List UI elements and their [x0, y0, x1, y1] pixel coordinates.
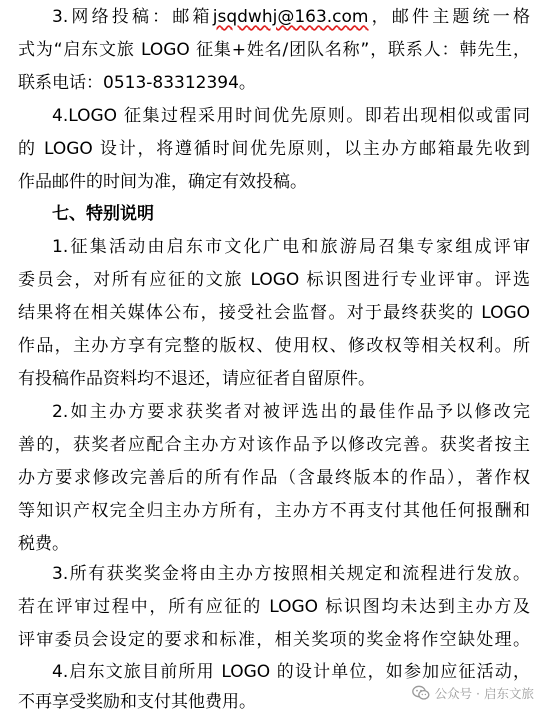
paragraph-line: 作品邮件的时间为准，确定有效投稿。: [18, 172, 307, 192]
line-text: ，邮件主题统一格: [368, 7, 530, 27]
paragraph-line: 办方要求修改完善后的所有作品（含最终版本的作品），著作权: [18, 468, 530, 488]
email-address: jsqdwhj@163.com: [212, 7, 369, 27]
paragraph-line: 式为“启东文旅 LOGO 征集+姓名/团队名称”，联系人：韩先生，: [18, 40, 530, 60]
paragraph-line: 3.所有获奖奖金将由主办方按照相关规定和流程进行发放。: [52, 564, 530, 584]
paragraph-line: 的 LOGO 设计，将遵循时间优先原则，以主办方邮箱最先收到: [18, 139, 530, 159]
paragraph-line: 委员会，对所有应征的文旅 LOGO 标识图进行专业评审。评选: [18, 270, 530, 290]
paragraph-line: 结果将在相关媒体公布，接受社会监督。对于最终获奖的 LOGO: [18, 303, 530, 323]
watermark-text: 公众号 · 启东文旅: [434, 686, 534, 701]
paragraph-line: 等知识产权完全归主办方所有，主办方不再支付其他任何报酬和: [18, 501, 530, 521]
paragraph-line: 若在评审过程中，所有应征的 LOGO 标识图均未达到主办方及: [18, 597, 530, 617]
paragraph-line: 评审委员会设定的要求和标准，相关奖项的奖金将作空缺处理。: [18, 630, 530, 650]
line-text: 3.网络投稿：邮箱: [52, 7, 213, 27]
paragraph-line: 不再享受奖励和支付其他费用。: [18, 692, 256, 712]
paragraph-line: 作品，主办方享有完整的版权、使用权、修改权等相关权利。所: [18, 336, 530, 356]
watermark: [412, 682, 534, 704]
paragraph-line: 1.征集活动由启东市文化广电和旅游局召集专家组成评审: [52, 237, 530, 257]
paragraph-line: 联系电话：0513-83312394。: [18, 73, 256, 93]
paragraph-line: 有投稿作品资料均不退还，请应征者自留原件。: [18, 369, 375, 389]
paragraph-line: 4.启东文旅目前所用 LOGO 的设计单位，如参加应征活动，: [52, 662, 530, 682]
section-heading: 七、特别说明: [52, 204, 154, 224]
paragraph-line: [52, 1, 530, 33]
paragraph-line: 2.如主办方要求获奖者对被评选出的最佳作品予以修改完: [52, 402, 530, 422]
paragraph-line: 善的，获奖者应配合主办方对该作品予以修改完善。获奖者按主: [18, 435, 530, 455]
wechat-official-account-icon: [412, 685, 430, 701]
paragraph-line: 税费。: [18, 534, 69, 554]
paragraph-line: 4.LOGO 征集过程采用时间优先原则。即若出现相似或雷同: [52, 106, 530, 126]
